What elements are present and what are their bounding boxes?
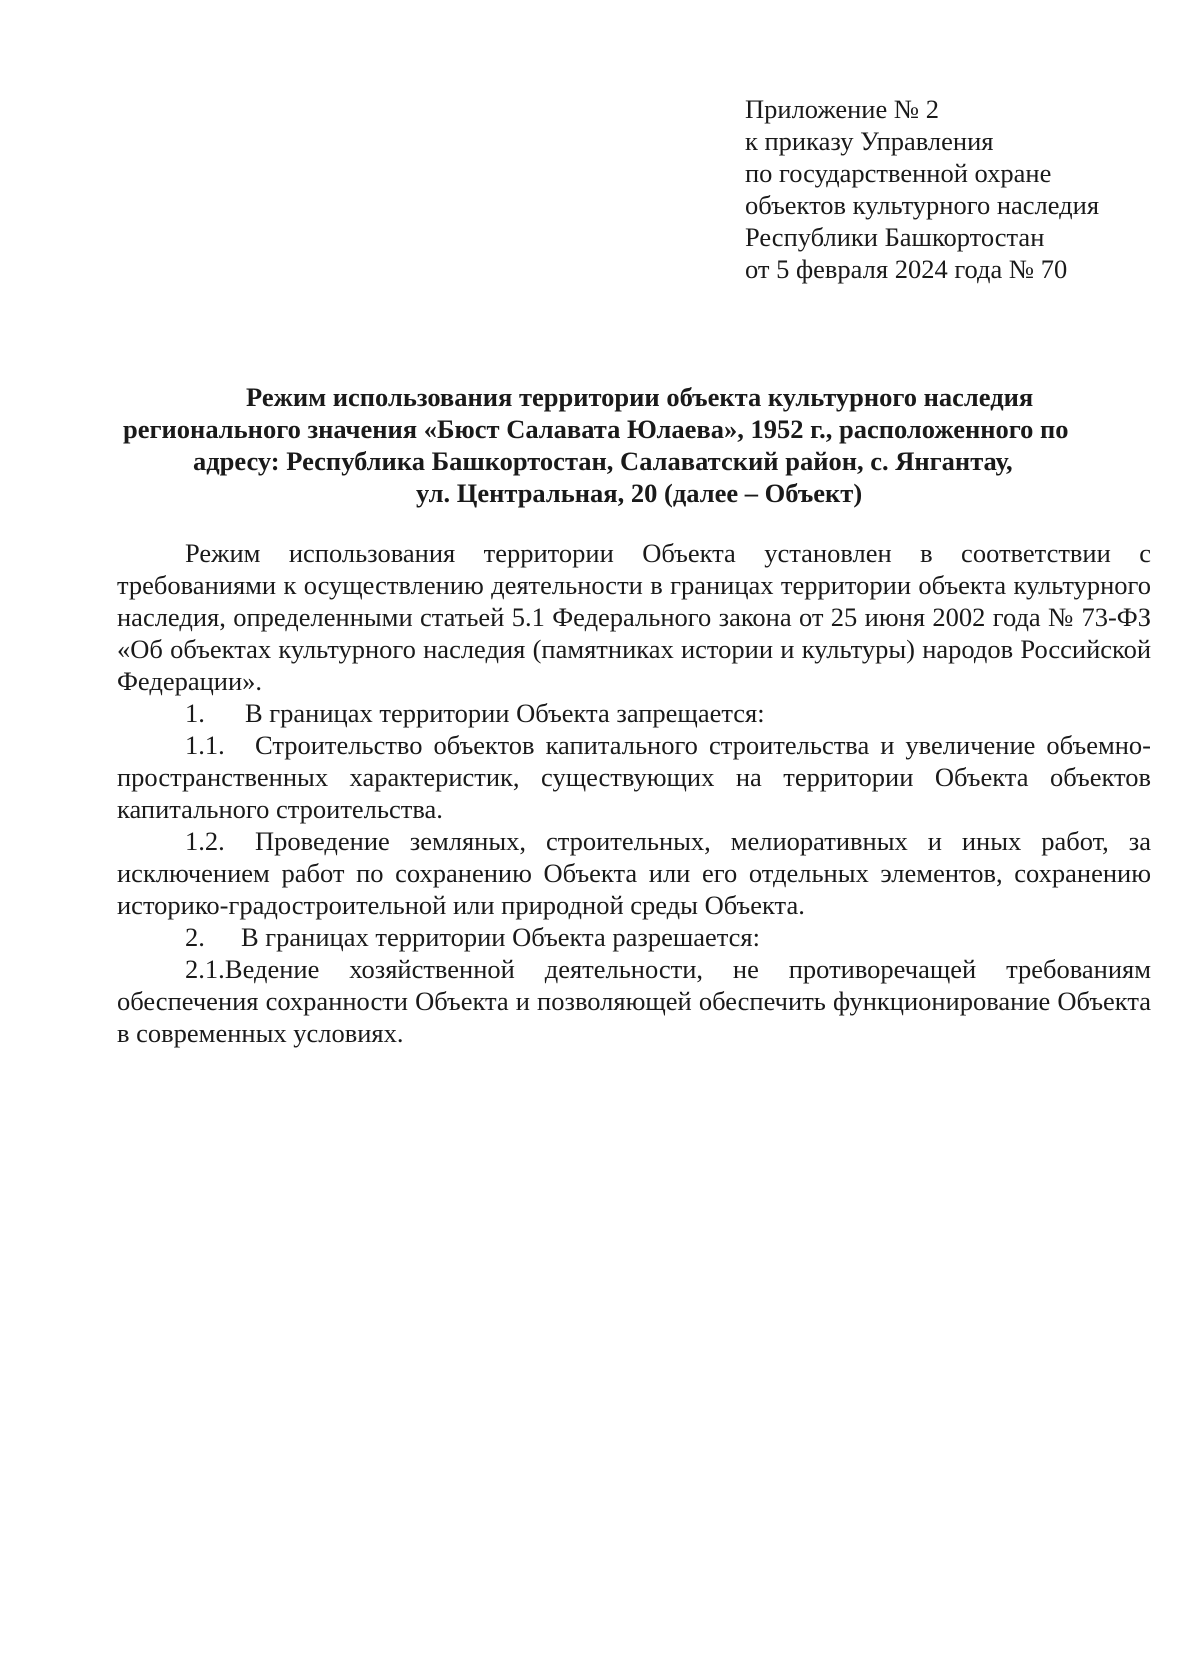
title-line: ул. Центральная, 20 (далее – Объект) — [416, 478, 863, 508]
item-text: Строительство объектов капитального строительства и увеличение объемно-пространственных характеристик, существующих на территории Объекта объектов капитального строительства. — [117, 730, 1151, 824]
list-item — [117, 697, 1151, 729]
list-item: 2.1. Ведение хозяйственной деятельности, не противоречащей требованиям обеспечения сохранности Объекта и позволяющей обеспечить функционирование Объекта в современных условиях. — [117, 954, 1151, 1048]
item-text: В границах территории Объекта разрешается: — [241, 922, 760, 952]
item-text: В границах территории Объекта запрещается: — [245, 698, 765, 728]
appendix-line: от 5 февраля 2024 года № 70 — [745, 254, 1068, 284]
item-number: 1.2. — [185, 826, 225, 856]
item-number: 2. — [185, 922, 205, 952]
document-body — [117, 537, 1151, 1049]
item-text: Ведение хозяйственной деятельности, не противоречащей требованиям обеспечения сохранности Объекта и позволяющей обеспечить функционирование Объекта в современных условиях. — [117, 954, 1151, 1048]
document-title — [117, 381, 1151, 509]
appendix-line: Республики Башкортостан — [745, 222, 1045, 252]
title-line: регионального значения «Бюст Салавата Юлаева», 1952 г., расположенного по — [123, 414, 1069, 444]
item-text: Проведение земляных, строительных, мелиоративных и иных работ, за исключением работ по сохранению Объекта или его отдельных элементов, сохранению историко-градостроительной или природной среды Объекта. — [117, 826, 1151, 920]
item-number: 1.1. — [185, 730, 225, 760]
appendix-header — [745, 93, 1099, 285]
appendix-line: по государственной охране — [745, 158, 1052, 188]
title-line: адресу: Республика Башкортостан, Салаватский район, с. Янгантау, — [193, 446, 1013, 476]
appendix-line: к приказу Управления — [745, 126, 994, 156]
item-number: 1. — [185, 698, 205, 728]
appendix-line: Приложение № 2 — [745, 94, 940, 124]
title-line: Режим использования территории объекта культурного наследия — [246, 382, 1034, 412]
list-item — [117, 729, 1151, 825]
list-item — [117, 825, 1151, 921]
appendix-line: объектов культурного наследия — [745, 190, 1100, 220]
intro-paragraph: Режим использования территории Объекта установлен в соответствии с требованиями к осуществлению деятельности в границах территории объекта культурного наследия, определенными статьей 5.1 Федерального закона от 25 июня 2002 года № 73-ФЗ «Об объектах культурного наследия (памятниках истории и культуры) народов Российской Федерации». — [117, 538, 1151, 696]
list-item — [117, 921, 1151, 953]
